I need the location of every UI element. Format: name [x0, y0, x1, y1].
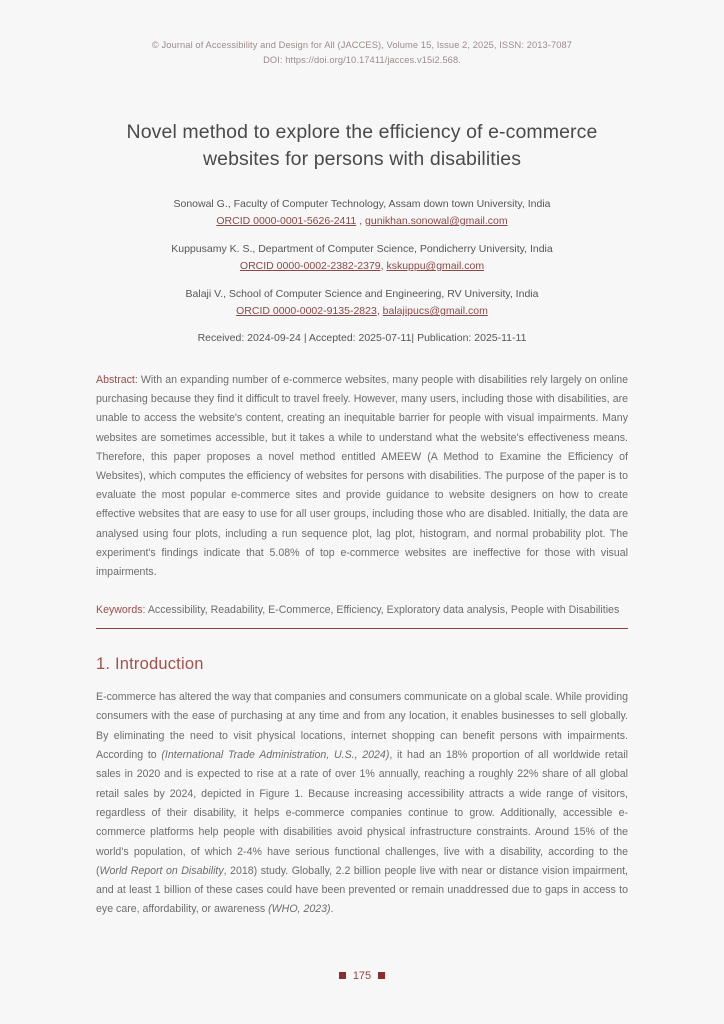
citation-who: (WHO, 2023)	[268, 903, 331, 916]
abstract-separator: :	[134, 374, 141, 386]
author-list	[96, 196, 628, 344]
publication-dates: Received: 2024-09-24 | Accepted: 2025-07-11| Publication: 2025-11-11	[197, 332, 527, 344]
paragraph-text-part-4: .	[330, 903, 334, 916]
author-entry	[96, 241, 628, 275]
article-title	[96, 119, 628, 173]
abstract-section	[96, 371, 628, 582]
keywords-separator: :	[142, 604, 148, 617]
keywords-section	[96, 601, 628, 620]
identifier-separator: ,	[356, 215, 366, 227]
author-affiliation: Balaji V., School of Computer Science and Engineering, RV University, India	[185, 288, 539, 300]
citation-world-report-on-disability: World Report on Disability	[99, 864, 224, 877]
page-footer	[0, 970, 724, 982]
citation-international-trade-administration: (International Trade Administration, U.S., 2024)	[161, 749, 390, 762]
author-affiliation: Kuppusamy K. S., Department of Computer Science, Pondicherry University, India	[171, 243, 553, 255]
author-identifiers	[96, 303, 628, 320]
introduction-paragraph	[96, 688, 628, 920]
journal-masthead	[96, 0, 628, 67]
article-title-line-2: websites for persons with disabilities	[202, 148, 522, 170]
author-entry	[96, 286, 628, 320]
orcid-link[interactable]: ORCID 0000-0001-5626-2411	[216, 215, 357, 227]
author-affiliation: Sonowal G., Faculty of Computer Technology, Assam down town University, India	[173, 198, 551, 210]
square-marker-right-icon	[378, 972, 385, 979]
author-email-link[interactable]: kskuppu@gmail.com	[386, 260, 485, 272]
masthead-doi-line: DOI: https://doi.org/10.17411/jacces.v15i2.568.	[263, 54, 461, 65]
author-email-link[interactable]: balajipucs@gmail.com	[382, 305, 488, 317]
keywords-divider	[96, 628, 628, 629]
article-title-line-1: Novel method to explore the efficiency of e-commerce	[126, 121, 598, 143]
square-marker-left-icon	[339, 972, 346, 979]
page-content	[96, 0, 628, 930]
identifier-separator: ,	[376, 305, 383, 317]
author-email-link[interactable]: gunikhan.sonowal@gmail.com	[365, 215, 508, 227]
paragraph-text-part-3: , 2018) study. Globally, 2.2 billion people live with near or distance vision impairment, and at least 1 billion of these cases could have been prevented or remain unaddressed due to gaps in access to eye care, affordability, or awareness	[96, 864, 628, 916]
author-entry	[96, 196, 628, 230]
identifier-separator: ,	[380, 260, 387, 272]
page-number: 175	[352, 970, 372, 982]
abstract-label: Abstract	[96, 374, 135, 386]
keywords-label: Keywords	[96, 604, 143, 617]
section-heading-introduction: 1. Introduction	[96, 655, 204, 674]
abstract-text: With an expanding number of e-commerce websites, many people with disabilities rely largely on online purchasing because they find it difficult to travel freely. However, many users, including those with disabilities, are unable to access the website's content, creating an inequitable barrier for people with visual impairments. Many websites are sometimes accessible, but it takes a while to understand what the website's effectiveness means. Therefore, this paper proposes a novel method entitled AMEEW (A Method to Examine the Efficiency of Websites), which computes the efficiency of websites for persons with disabilities. The purpose of the paper is to evaluate the most popular e-commerce sites and provide guidance to website designers on how to create effective websites that are easy to use for all user groups, including those who are disabled. Initially, the data are analysed using four plots, including a run sequence plot, lag plot, histogram, and normal probability plot. The experiment's findings indicate that 5.08% of top e-commerce websites are ineffective for those with visual impairments.	[96, 374, 628, 579]
masthead-journal-line: © Journal of Accessibility and Design for All (JACCES), Volume 15, Issue 2, 2025, ISSN: 2013-7087	[151, 40, 573, 50]
keywords-text: Accessibility, Readability, E-Commerce, Efficiency, Exploratory data analysis, People with Disabilities	[147, 604, 620, 617]
orcid-link[interactable]: ORCID 0000-0002-9135-2823	[236, 305, 377, 317]
paragraph-text-part-2: , it had an 18% proportion of all worldwide retail sales in 2020 and is expected to rise at a rate of over 1% annually, reaching a roughly 22% share of all global retail sales by 2024, depicted in Figure 1. Because increasing accessibility attracts a wide range of visitors, regardless of their disability, it helps e-commerce companies continue to grow. Additionally, accessible e-commerce platforms help people with disabilities avoid physical infrastructure constraints. Around 15% of the world's population, of which 2-4% have serious functional challenges, live with a disability, according to the (	[96, 749, 629, 877]
author-identifiers	[96, 213, 628, 230]
author-identifiers	[96, 258, 628, 275]
paragraph-text-part-1: E-commerce has altered the way that companies and consumers communicate on a global scale. While providing consumers with the ease of purchasing at any time and from any location, it enables businesses to sell globally. By eliminating the need to visit physical locations, internet shopping can benefit persons with impairments. According to	[96, 691, 628, 762]
orcid-link[interactable]: ORCID 0000-0002-2382-2379	[239, 260, 381, 272]
